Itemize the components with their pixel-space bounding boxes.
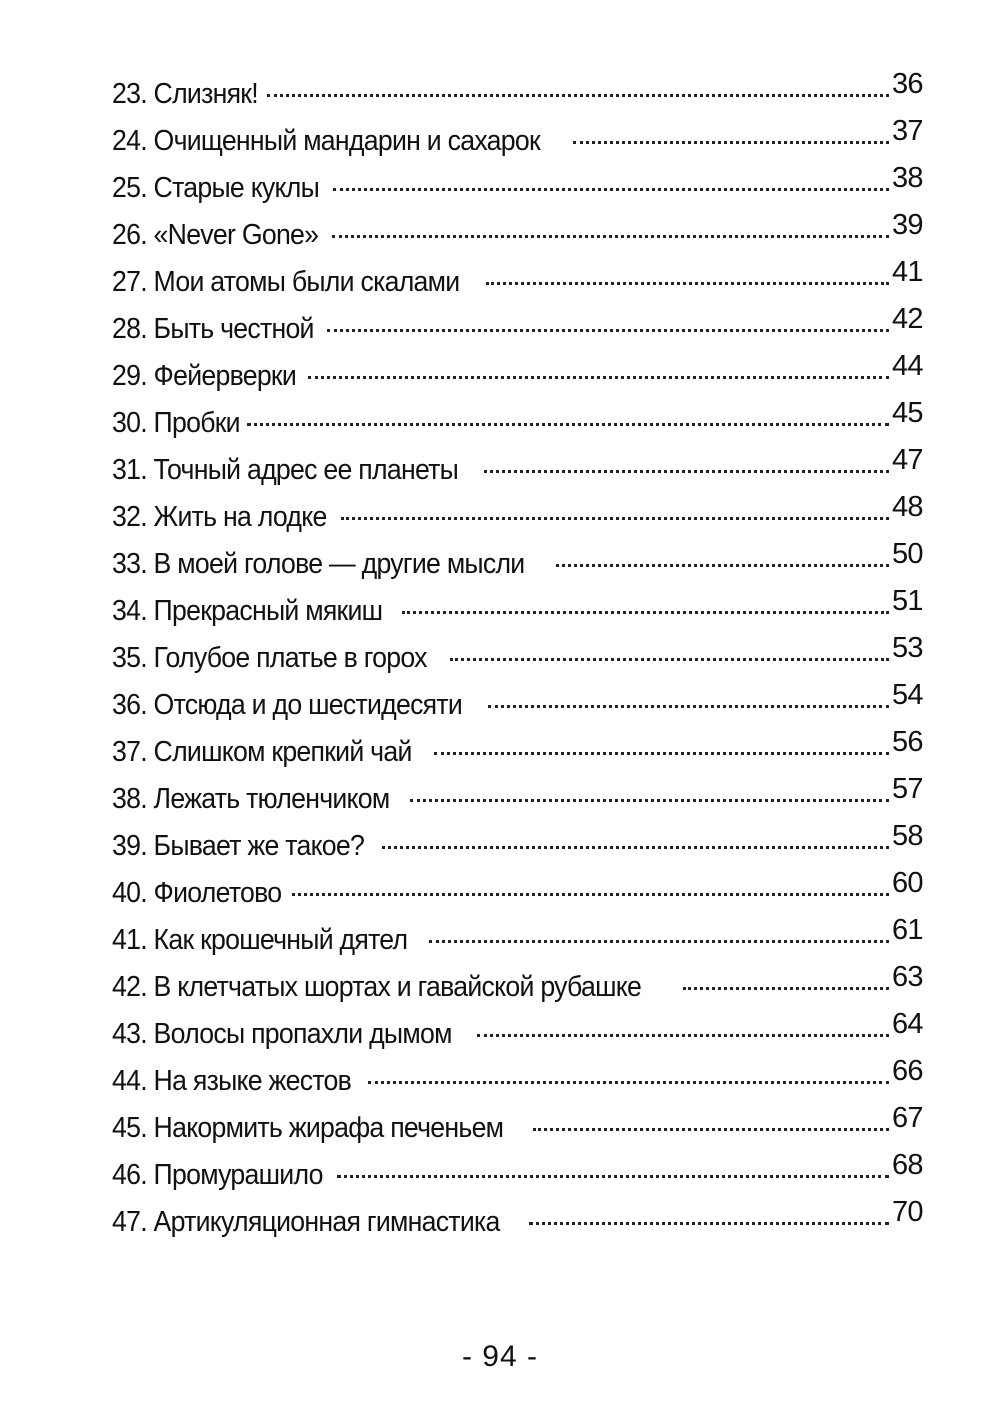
toc-entry-page: 50 — [892, 538, 923, 570]
toc-entry — [112, 538, 932, 595]
dot-leader — [402, 611, 889, 614]
toc-entries — [112, 68, 932, 1253]
dot-leader — [267, 94, 889, 97]
toc-entry — [112, 1102, 932, 1159]
dot-leader — [477, 1034, 889, 1037]
toc-entry — [112, 303, 932, 360]
toc-entry — [112, 1055, 932, 1112]
dot-leader — [556, 564, 889, 567]
toc-entry — [112, 585, 932, 642]
toc-entry-page: 41 — [892, 256, 923, 288]
toc-entry-page: 61 — [892, 914, 923, 946]
toc-entry-title: 29. Фейерверки — [112, 360, 297, 392]
toc-entry — [112, 914, 932, 971]
toc-entry-title: 39. Бывает же такое? — [112, 830, 365, 862]
toc-entry — [112, 397, 932, 454]
toc-entry-title: 27. Мои атомы были скалами — [112, 266, 460, 298]
dot-leader — [434, 752, 889, 755]
toc-entry — [112, 256, 932, 313]
dot-leader — [410, 799, 889, 802]
toc-entry-page: 44 — [892, 350, 923, 382]
toc-entry-page: 53 — [892, 632, 923, 664]
toc-entry-page: 38 — [892, 162, 923, 194]
toc-entry-page: 60 — [892, 867, 923, 899]
toc-entry — [112, 444, 932, 501]
toc-entry-page: 57 — [892, 773, 923, 805]
dot-leader — [308, 376, 889, 379]
toc-entry — [112, 350, 932, 407]
toc-entry-title: 46. Промурашило — [112, 1159, 323, 1191]
dot-leader — [484, 470, 889, 473]
toc-entry — [112, 773, 932, 830]
dot-leader — [292, 893, 889, 896]
dot-leader — [382, 846, 889, 849]
toc-entry-page: 66 — [892, 1055, 923, 1087]
toc-entry-page: 58 — [892, 820, 923, 852]
toc-entry-title: 34. Прекрасный мякиш — [112, 595, 383, 627]
toc-entry — [112, 679, 932, 736]
dot-leader — [327, 329, 889, 332]
toc-entry — [112, 115, 932, 172]
toc-entry-title: 31. Точный адрес ее планеты — [112, 454, 459, 486]
page-number: - 94 - — [461, 1340, 539, 1373]
toc-entry-page: 68 — [892, 1149, 923, 1181]
toc-entry-page: 45 — [892, 397, 923, 429]
toc-entry-page: 54 — [892, 679, 923, 711]
toc-entry-page: 48 — [892, 491, 923, 523]
toc-entry — [112, 961, 932, 1018]
toc-entry — [112, 632, 932, 689]
dot-leader — [429, 940, 889, 943]
toc-entry-title: 23. Слизняк! — [112, 78, 258, 110]
toc-entry-title: 35. Голубое платье в горох — [112, 642, 427, 674]
toc-entry — [112, 491, 932, 548]
toc-entry-page: 67 — [892, 1102, 923, 1134]
toc-entry — [112, 1008, 932, 1065]
toc-entry-page: 37 — [892, 115, 923, 147]
toc-entry — [112, 209, 932, 266]
toc-entry — [112, 820, 932, 877]
dot-leader — [486, 282, 889, 285]
toc-entry-page: 42 — [892, 303, 923, 335]
toc-entry-title: 41. Как крошечный дятел — [112, 924, 408, 956]
toc-entry — [112, 726, 932, 783]
toc-entry-title: 36. Отсюда и до шестидесяти — [112, 689, 463, 721]
toc-entry-page: 51 — [892, 585, 923, 617]
toc-entry — [112, 162, 932, 219]
dot-leader — [533, 1128, 889, 1131]
toc-entry-page: 64 — [892, 1008, 923, 1040]
toc-entry-title: 32. Жить на лодке — [112, 501, 327, 533]
dot-leader — [450, 658, 889, 661]
toc-entry-page: 36 — [892, 68, 923, 100]
toc-entry-title: 37. Слишком крепкий чай — [112, 736, 412, 768]
dot-leader — [337, 1175, 889, 1178]
table-of-contents — [112, 68, 932, 1253]
toc-entry-page: 39 — [892, 209, 923, 241]
toc-entry — [112, 68, 932, 125]
toc-entry-title: 33. В моей голове — другие мысли — [112, 548, 525, 580]
toc-entry-page: 63 — [892, 961, 923, 993]
dot-leader — [488, 705, 889, 708]
dot-leader — [683, 987, 889, 990]
toc-entry-title: 42. В клетчатых шортах и гавайской рубашке — [112, 971, 642, 1003]
dot-leader — [573, 141, 889, 144]
dot-leader — [247, 423, 889, 426]
toc-entry — [112, 1149, 932, 1206]
dot-leader — [332, 235, 889, 238]
dot-leader — [341, 517, 889, 520]
toc-entry-page: 56 — [892, 726, 923, 758]
toc-entry-page: 47 — [892, 444, 923, 476]
toc-entry-title: 26. «Never Gone» — [112, 219, 319, 251]
toc-entry-title: 25. Старые куклы — [112, 172, 320, 204]
toc-entry-title: 44. На языке жестов — [112, 1065, 352, 1097]
toc-entry-page: 70 — [892, 1196, 923, 1228]
toc-entry-title: 43. Волосы пропахли дымом — [112, 1018, 452, 1050]
dot-leader — [529, 1222, 889, 1225]
dot-leader — [368, 1081, 889, 1084]
toc-entry-title: 28. Быть честной — [112, 313, 314, 345]
toc-entry — [112, 1196, 932, 1253]
dot-leader — [333, 188, 889, 191]
toc-entry-title: 45. Накормить жирафа печеньем — [112, 1112, 504, 1144]
toc-entry-title: 30. Пробки — [112, 407, 240, 439]
toc-entry-title: 40. Фиолетово — [112, 877, 282, 909]
toc-entry — [112, 867, 932, 924]
toc-entry-title: 24. Очищенный мандарин и сахарок — [112, 125, 540, 157]
toc-entry-title: 38. Лежать тюленчиком — [112, 783, 390, 815]
toc-entry-title: 47. Артикуляционная гимнастика — [112, 1206, 500, 1238]
